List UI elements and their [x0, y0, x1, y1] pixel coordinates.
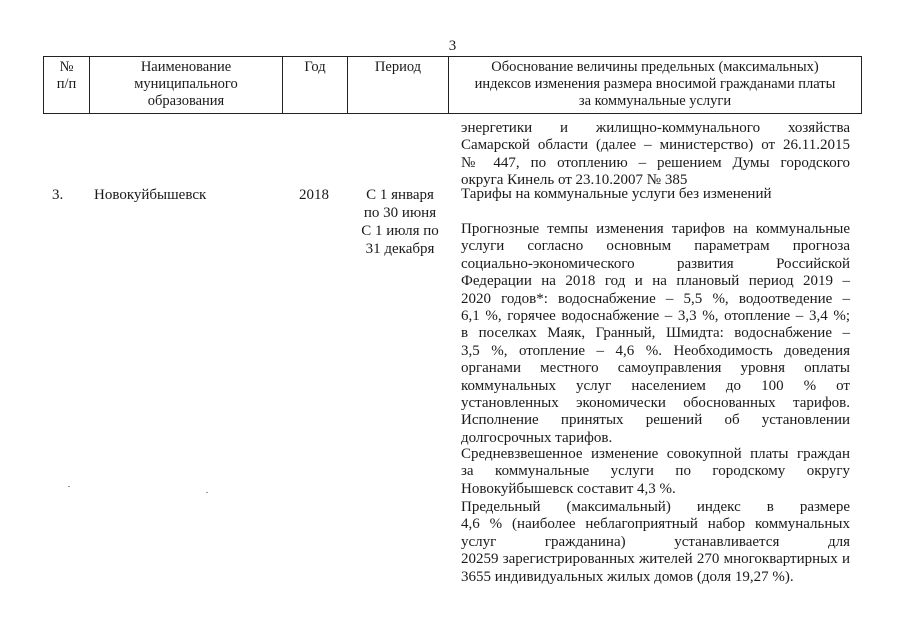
- row-number: 3.: [52, 187, 64, 203]
- page-number: 3: [448, 38, 457, 54]
- continuation-text: [461, 120, 850, 190]
- limit-index-paragraph: [461, 499, 850, 586]
- period-line: С 1 июля по: [361, 223, 439, 239]
- text-line: установленных экономически обоснованных тарифов.: [461, 394, 850, 411]
- header-col-year: [282, 56, 348, 114]
- header-col-year-text: Год: [304, 59, 326, 75]
- text-line: Предельный (максимальный) индекс в размере: [461, 499, 850, 515]
- period-line: С 1 января: [366, 187, 434, 203]
- text-line: Новокуйбышевск составит 4,3 %.: [461, 480, 676, 497]
- period-line: по 30 июня: [363, 205, 437, 221]
- text-line: коммунальных услуг населением до 100 % от: [461, 377, 850, 394]
- text-line: в поселках Маяк, Гранный, Шмидта: водоснабжение –: [461, 325, 850, 342]
- text-line: услуг гражданина) устанавливается для: [461, 533, 850, 550]
- period-line: 31 декабря: [365, 241, 435, 257]
- weighted-change-paragraph: [461, 446, 850, 498]
- text-line: энергетики и жилищно-коммунального хозяйства: [461, 120, 850, 136]
- text-line: 4,6 % (наиболее неблагоприятный набор коммунальных: [461, 516, 850, 533]
- header-col-municipality-text: Наименование муниципального образования: [134, 59, 238, 109]
- text-line: Тарифы на коммунальные услуги без изменений: [461, 186, 772, 202]
- header-col-number: [43, 56, 90, 114]
- row-year: 2018: [299, 187, 329, 203]
- text-line: Средневзвешенное изменение совокупной платы граждан: [461, 446, 850, 462]
- text-line: 2020 годов*: водоснабжение – 5,5 %, водоотведение –: [461, 290, 850, 307]
- text-line: округа Кинель от 23.10.2007 № 385: [461, 172, 688, 189]
- header-col-number-text: № п/п: [56, 59, 77, 92]
- text-line: социально-экономического развития Российской: [461, 255, 850, 272]
- header-col-justification-text: Обоснование величины предельных (максимальных) индексов изменения размера вносимой гражданами платы за коммунальные услуги: [474, 59, 836, 109]
- municipality-name: Новокуйбышевск: [94, 187, 207, 203]
- tariffs-unchanged-text: [461, 186, 850, 203]
- header-col-period: [347, 56, 449, 114]
- text-line: 3655 индивидуальных жилых домов (доля 19,27 %).: [461, 568, 794, 585]
- text-line: Самарской области (далее – министерство) от 26.11.2015: [461, 137, 850, 154]
- period-first-half: [354, 186, 446, 222]
- forecast-paragraph: [461, 221, 850, 447]
- text-line: Прогнозные темпы изменения тарифов на коммунальные: [461, 221, 850, 237]
- text-line: органами местного самоуправления уровня оплаты: [461, 360, 850, 377]
- text-line: долгосрочных тарифов.: [461, 429, 613, 446]
- text-line: за коммунальные услуги по городскому округу: [461, 463, 850, 480]
- text-line: 3,5 %, отопление – 4,6 %. Необходимость доведения: [461, 342, 850, 359]
- scan-speck: [206, 492, 208, 493]
- text-line: услуги согласно основным параметрам прогноза: [461, 238, 850, 255]
- header-col-period-text: Период: [374, 59, 422, 75]
- text-line: Исполнение принятых решений об установлении: [461, 412, 850, 429]
- scan-speck: [68, 486, 70, 487]
- period-second-half: [354, 222, 446, 258]
- text-line: 6,1 %, горячее водоснабжение – 3,3 %, отопление – 3,4 %;: [461, 307, 850, 324]
- header-col-municipality: [89, 56, 283, 114]
- header-col-justification: [448, 56, 862, 114]
- text-line: № 447, по отоплению – решением Думы городского: [461, 154, 850, 171]
- text-line: Федерации на 2018 год и на плановый период 2019 –: [461, 273, 850, 290]
- text-line: 20259 зарегистрированных жителей 270 многоквартирных и: [461, 551, 850, 568]
